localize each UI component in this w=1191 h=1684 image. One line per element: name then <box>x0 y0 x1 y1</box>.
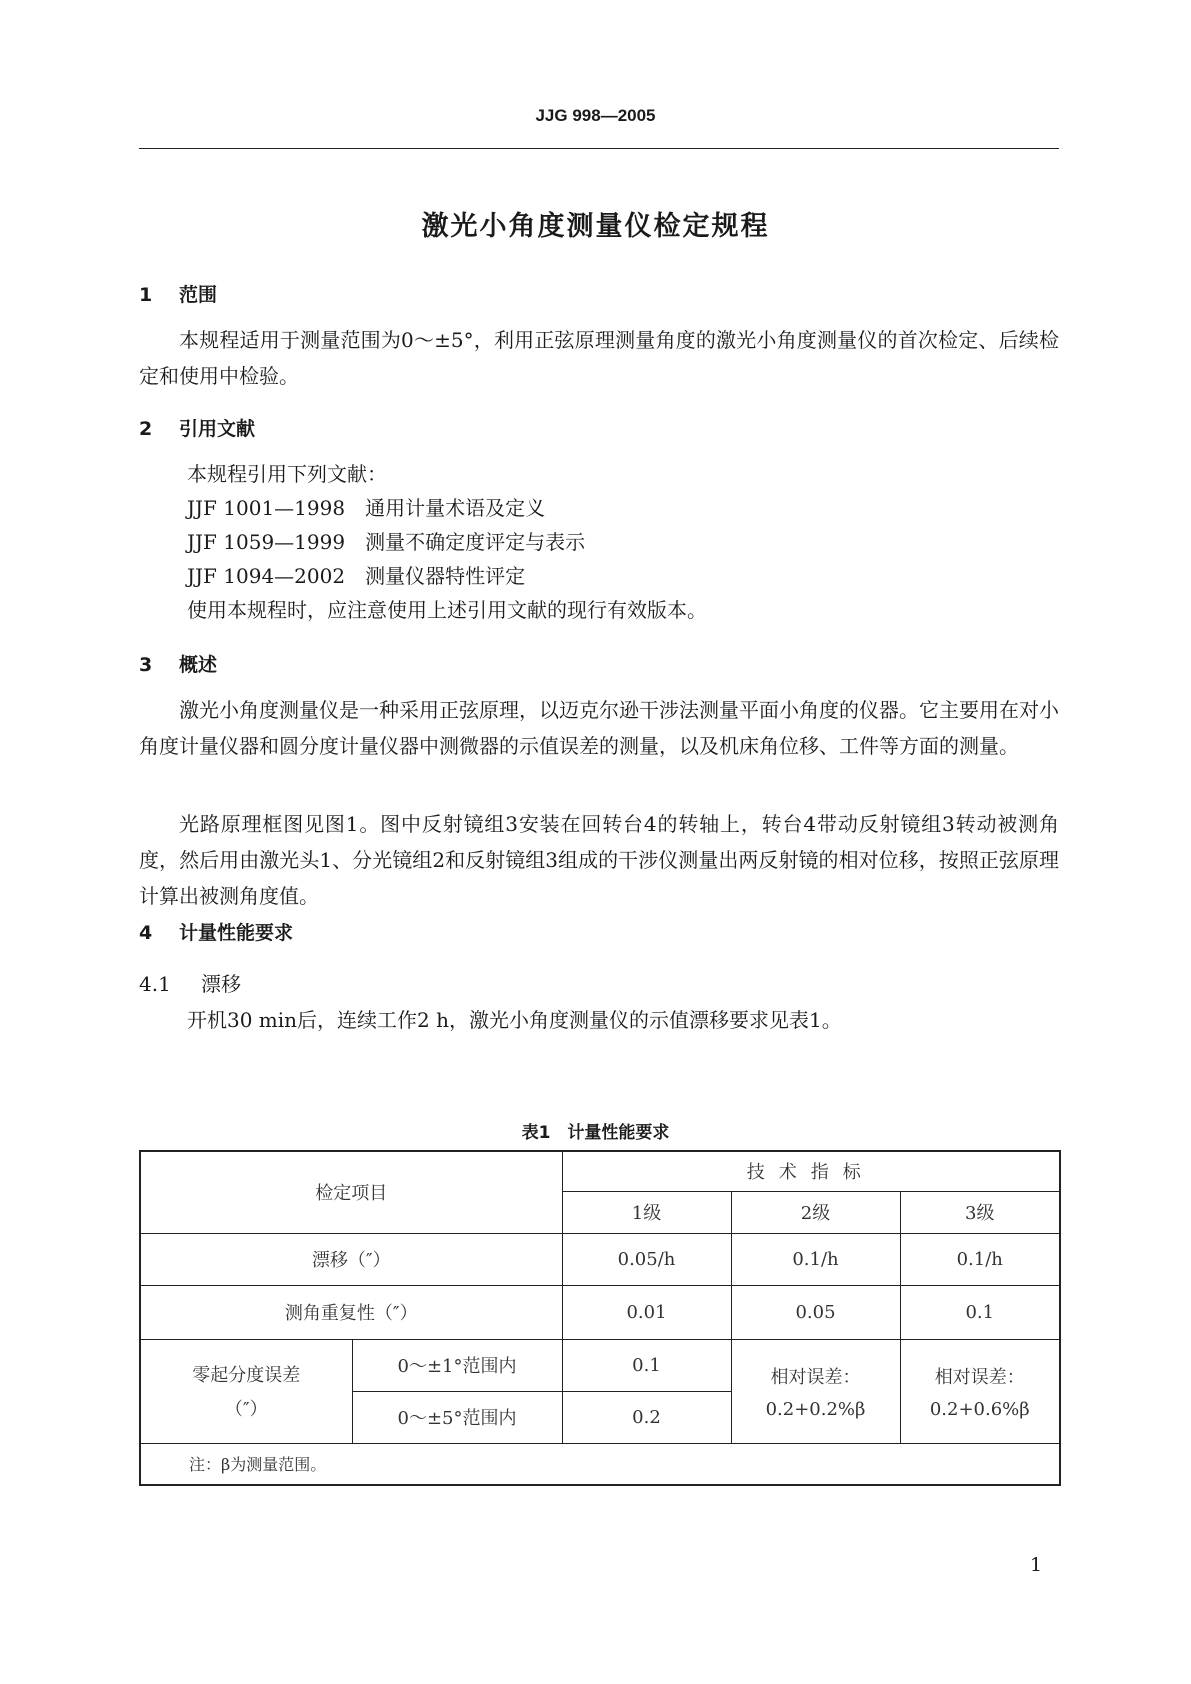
subsection-4-1-heading <box>139 968 241 997</box>
table-cell <box>900 1339 1060 1443</box>
reference-code: JJF 1059—1999 <box>187 530 346 554</box>
performance-requirements-table <box>139 1150 1061 1486</box>
subsection-4-1-paragraph: 开机30 min后，连续工作2 h，激光小角度测量仪的示值漂移要求见表1。 <box>187 1008 842 1032</box>
relative-error-value: 0.2+0.6%β <box>929 1398 1030 1420</box>
column-header-spec: 技术指标 <box>562 1151 1060 1191</box>
relative-error-label: 相对误差： <box>934 1366 1025 1388</box>
reference-title: 测量不确定度评定与表示 <box>365 530 586 554</box>
row-label: 测角重复性（″） <box>140 1285 562 1339</box>
subsection-number: 4.1 <box>139 972 171 996</box>
document-code-header: JJG 998—2005 <box>535 106 656 125</box>
row-label <box>140 1339 352 1443</box>
section-number: 1 <box>139 284 153 306</box>
subsection-title: 漂移 <box>201 972 241 996</box>
reference-item <box>187 490 545 526</box>
section-1-paragraph: 本规程适用于测量范围为0～±5°，利用正弦原理测量角度的激光小角度测量仪的首次检定、后续检定和使用中检验。 <box>139 328 1059 388</box>
reference-title: 测量仪器特性评定 <box>365 564 526 588</box>
table-cell: 0.2 <box>562 1391 731 1443</box>
section-number: 3 <box>139 654 153 676</box>
row-label: 漂移（″） <box>140 1233 562 1285</box>
grade-header: 2级 <box>731 1191 900 1233</box>
column-header-item: 检定项目 <box>140 1151 562 1233</box>
row-label-line: （″） <box>224 1399 268 1420</box>
row-label-line: 零起分度误差 <box>192 1365 301 1386</box>
document-title: 激光小角度测量仪检定规程 <box>421 211 770 242</box>
table-cell: 0.05 <box>731 1285 900 1339</box>
grade-header: 3级 <box>900 1191 1060 1233</box>
section-number: 4 <box>139 922 153 944</box>
relative-error-label: 相对误差： <box>770 1366 861 1388</box>
section-title: 引用文献 <box>179 418 256 440</box>
reference-title: 通用计量术语及定义 <box>365 496 546 520</box>
table-cell <box>731 1339 900 1443</box>
table-row-zero-division-error <box>140 1339 1060 1391</box>
header-divider <box>139 148 1059 149</box>
section-3-paragraph-1: 激光小角度测量仪是一种采用正弦原理，以迈克尔逊干涉法测量平面小角度的仪器。它主要用在对小角度计量仪器和圆分度计量仪器中测微器的示值误差的测量，以及机床角位移、工件等方面的测量。 <box>139 698 1059 758</box>
table-row-repeatability <box>140 1285 1060 1339</box>
page-number: 1 <box>1030 1554 1043 1576</box>
section-3-heading <box>139 650 217 677</box>
references-note: 使用本规程时，应注意使用上述引用文献的现行有效版本。 <box>187 598 707 622</box>
reference-code: JJF 1001—1998 <box>187 496 346 520</box>
table-cell: 0.1/h <box>900 1233 1060 1285</box>
section-title: 范围 <box>179 284 218 306</box>
table-cell: 0.05/h <box>562 1233 731 1285</box>
table-caption: 表1 计量性能要求 <box>521 1123 670 1143</box>
grade-header: 1级 <box>562 1191 731 1233</box>
table-cell: 0.1 <box>900 1285 1060 1339</box>
reference-item <box>187 524 585 560</box>
range-label: 0～±5°范围内 <box>352 1391 562 1443</box>
range-label: 0～±1°范围内 <box>352 1339 562 1391</box>
table-row-drift <box>140 1233 1060 1285</box>
reference-code: JJF 1094—2002 <box>187 564 346 588</box>
table-cell: 0.1/h <box>731 1233 900 1285</box>
table-note: 注：β为测量范围。 <box>140 1443 1060 1485</box>
reference-item <box>187 558 525 594</box>
section-3-paragraph-2: 光路原理框图见图1。图中反射镜组3安装在回转台4的转轴上，转台4带动反射镜组3转动被测角度，然后用由激光头1、分光镜组2和反射镜组3组成的干涉仪测量出两反射镜的相对位移，按照正弦原理计算出被测角度值。 <box>139 812 1059 908</box>
table-note-row <box>140 1443 1060 1485</box>
section-4-heading <box>139 918 293 945</box>
section-title: 概述 <box>179 654 218 676</box>
relative-error-value: 0.2+0.2%β <box>765 1398 866 1420</box>
section-2-heading <box>139 414 255 441</box>
table-cell: 0.1 <box>562 1339 731 1391</box>
section-title: 计量性能要求 <box>179 922 294 944</box>
table-cell: 0.01 <box>562 1285 731 1339</box>
section-1-heading <box>139 280 217 307</box>
table-row <box>140 1151 1060 1191</box>
section-number: 2 <box>139 418 153 440</box>
references-intro: 本规程引用下列文献： <box>187 462 387 486</box>
